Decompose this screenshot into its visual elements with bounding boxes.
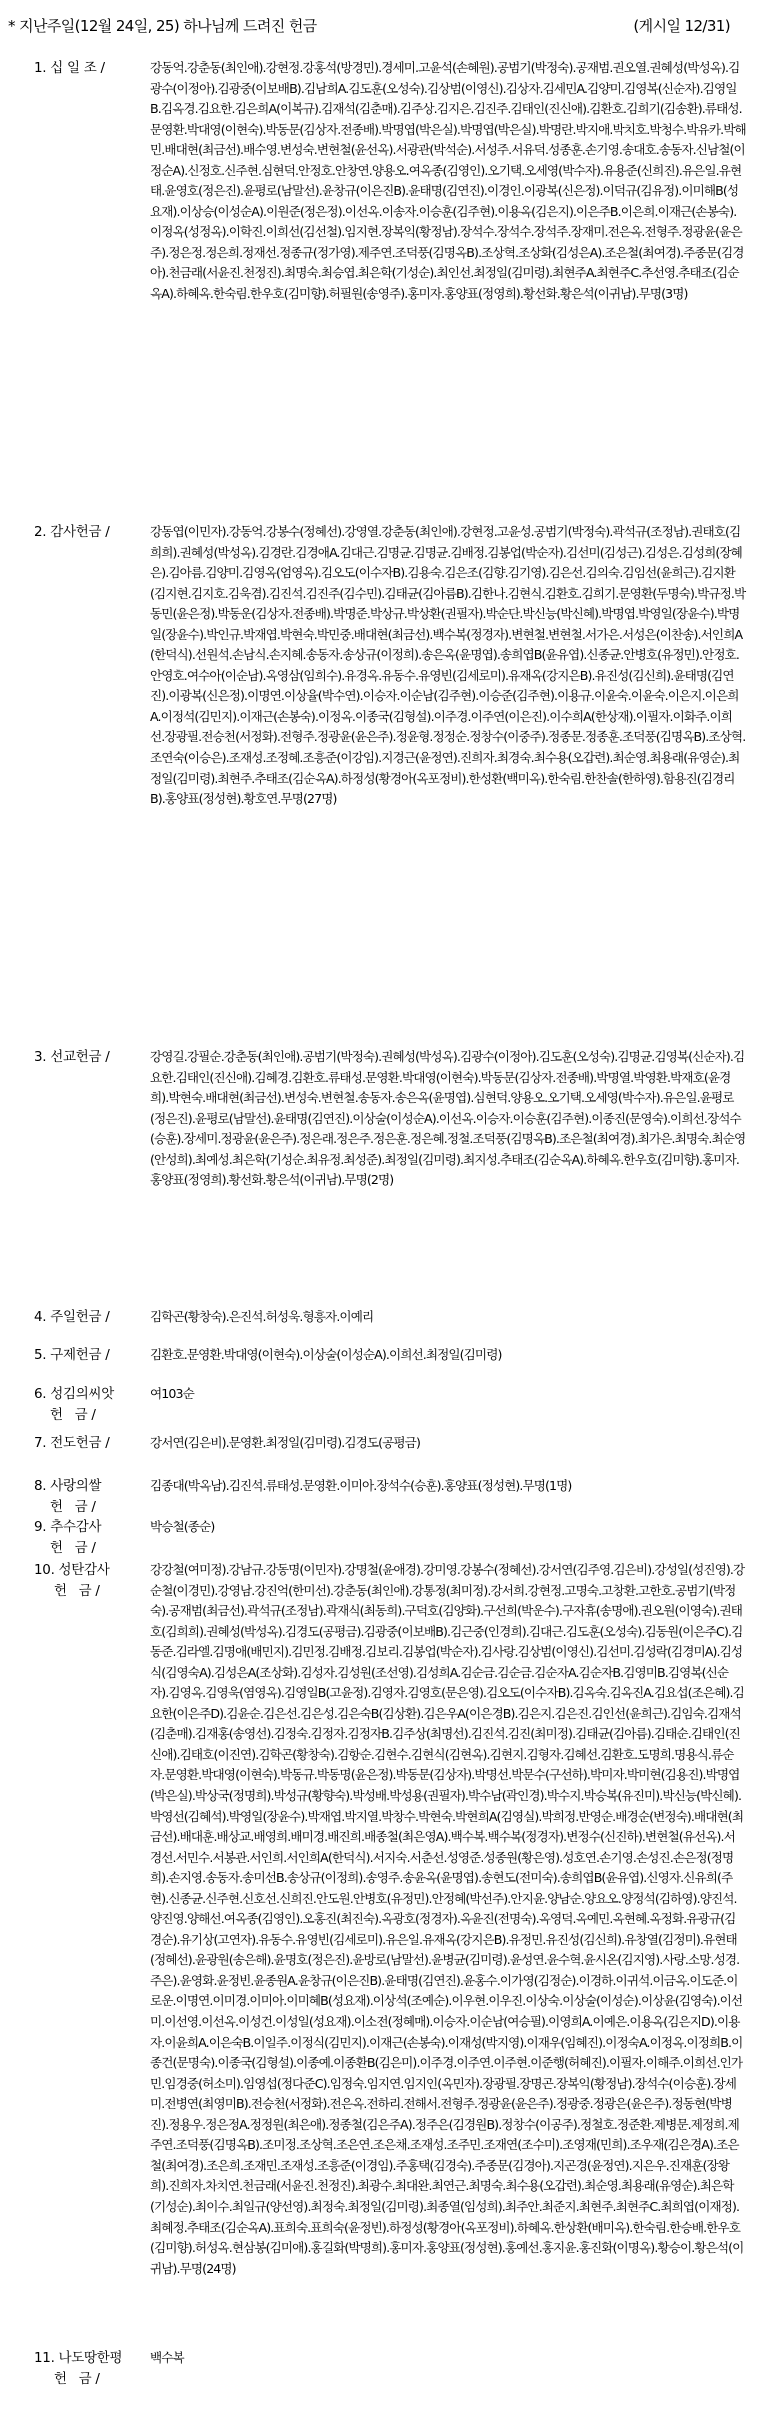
section-label: 2. 감사헌금 / (34, 524, 110, 540)
donor-list: 백수복 (150, 2350, 184, 2365)
section-label: 9. 추수감사 헌 금 / (34, 1519, 102, 1556)
section-label: 5. 구제헌금 / (34, 1347, 110, 1363)
donor-list: 강서연(김은비).문영환.최정일(김미령).김경도(공평금) (150, 1435, 420, 1450)
section-label: 1. 십 일 조 / (34, 60, 105, 76)
section-label: 8. 사랑의쌀 헌 금 / (34, 1478, 102, 1515)
section-label: 3. 선교헌금 / (34, 1049, 110, 1065)
donor-list: 김학곤(황창숙).은진석.허성욱.형흥자.이예리 (150, 1309, 374, 1324)
donor-list: 김종대(박옥남).김진석.류태성.문영환.이미아.장석수(승훈).홍양표(정성현).무명(1명) (150, 1478, 572, 1493)
section-label: 6. 성김의씨앗 헌 금 / (34, 1386, 114, 1423)
donor-list: 강강철(여미정).강남규.강동명(이민자).강명철(윤애경).강미영.강봉수(정혜선).강서연(김주영.김은비).강성일(성진영).강순철(이경민).강영남.강진억(한미선).강춘동(최인애).강통정(최미정).강서희.강현정.고명숙.고창환.고한호.공범기(박정숙).공재범(최금선).곽석규(조정남).곽재식(최동희).구덕호(김양화).구선희(박운수).구자휴(송명애).권오원(이영숙).권태호(김희희).권혜성(박성옥).김경도(공평금).김광중(이보배B).김근중(인경희).김대근.김도훈(오성숙).김동원(이은주C).김동준.김라엘.김명애(배민지).김민정.김배정.김보리.김봉업(박순자).김사랑.김상범(이영신).김선미.김성락(김경미A).김성식(김영숙A).김성은A(조상화).김성자.김성원(조선영).김성희A.김순금.김순금.김순자A.김순자B.김영미B.김영복(신순자).김영옥.김영욱(염영옥).김영일B(고윤정).김영자.김영호(문은영).김오도(이수자B).김옥숙.김옥진A.김요섭(조은혜).김요한(이은주D).김윤순.김은선.김은성.김은숙B(김상환).김은우A(이은경B).김은지.김은진.김인선(윤희근).김임숙.김재석(김춘매).김재홍(송영선).김정숙.김정자.김정자B.김주상(최명선).김진석.김진(최미정).김태균(김아름).김태순.김태인(진신애).김태호(이진연).김학곤(황창숙).김항순.김현수.김현식(김현옥).김현지.김형자.김혜선.김환호.도명희.명용식.류순자.문영환.박대영(이현숙).박동규.박동명(윤은정).박동문(김상자).박명선.박문수(구선하).박미자.박미현(김용진).박명엽(박은실).박상국(정명희).박성규(황향숙).박성배.박성용(권필자).박수남(곽인경).박수지.박승복(유진미).박신능(박신혜).박영선(김혜석).박영일(장윤수).박재엽.박지열.박창수.박현숙.박현희A(김영실).박희정.반영순.배경순(변정숙).배대현(최금선).배대훈.배상교.배영희.배미경.배진희.배종철(최은영A).백수복.백수복(정경자).변정수(신진하).변현철(유선옥).서경선.서민수.서봉관.서인희.서인희A(한덕식).서지숙.서춘선.성영준.성종원(황은영).성호연.손기영.손성진.손은정(정명희).손지영.송동자.송미선B.송상규(이정희).송영주.송윤옥(윤명엽).송현도(전미숙).송희엽B(윤유엽).신영자.신유희(주현).신종균.신주현.신호선.신희진.안도원.안병호(유정민).안정혜(박선주).안지윤.양남순.양요오.양정석(김하영).양진석.양진영.양해선.여옥종(김영인).오홍진(최진숙).옥광호(정경자).옥윤진(전명숙).옥영덕.옥예민.옥현혜.옥정화.유광규(김경순).유기상(고연자).유동수.유영빈(김세로미).유은일.유재옥(강지은B).유정민.유진성(김신희).유창열(김정미).유현태(정혜선).윤광원(송은해).윤명호(정은진).윤방로(남말선).윤병균(김미령).윤성연.윤수혁.윤시온(김지영).사랑.소망.성경.주은).윤영화.윤정빈.윤종원A.윤창규(이은진B).윤태명(김연진).윤홍수.이가영(김정순).이경하.이귀석.이금옥.이도준.이로운.이명연.이미경.이미아.이미혜B(성요재).이상석(조예순).이우현.이우진.이상숙.이상술(이성순).이상윤(김영숙).이선미.이선영.이선옥.이성건.이성일(성요재).이소전(정혜매).이승자.이순남(여승필).이영희A.이예은.이용옥(김은지D).이용자.이윤희A.이은숙B.이일주.이정식(김민지).이재근(손봉숙).이재성(박지영).이재우(임혜진).이정숙A.이정옥.이정희B.이종건(문명숙).이종국(김형설).이종예.이종환B(김은미).이주경.이주연.이주현.이준행(허혜진).이필자.이해주.이희선.인가민.임경중(허소미).임영섭(정다준C).임정숙.임지연.임지인(옥민자).장광필.장명곤.장복익(황정남).장석수(이승훈).장세미.전병연(최영미B).전승천(서정화).전은옥.전하리.전해서.전형주.정광윤(윤은주).정광중.정광은(윤은주).정동현(박병진).정용우.정은정A.정정원(최은애).정종철(김은주A).정주은(김경원B).정창수(이공주).정철호.정준환.제병문.제정희.제주연.조덕풍(김명옥B).조미정.조상혁.조은연.조은채.조재성.조주민.조재연(조수미).조영재(민희).조우재(김은경A).조은철(최여경).조은희.조재민.조재성.조흥준(이경임).주홍택(김경숙).주종문(김경아).지곤경(윤정연).지은우.진재훈(장왕희).진희자.차치연.천금래(서윤진.천정진).최광수.최대완.최연근.최명숙.최수용(오갑련).최순영.최용래(유영순).최은학(기성순).최이수.최일규(양선영).최정숙.최정일(김미령).최종열(임성희).최주안.최준지.최현주.최현주C.최희엽(이재정).최혜정.추태조(김순옥A).표희숙.표희숙(윤정빈).하정성(황경아(옥포정비).하혜옥.한상환(배미옥).한숙림.한승배.한우호(김미향).허성옥.현삼봉(김미애).홍길화(박명희).홍미자.홍양표(정성현).홍예선.홍지윤.홍진화(이명옥).황승이.황은석(이귀남).무명(24명) (150, 1562, 745, 2276)
donor-list: 강영길.강필순.강춘동(최인애).공범기(박정숙).권혜성(박성옥).김광수(이정아).김도훈(오성숙).김명균.김영복(신순자).김요한.김태인(진신애).김혜경.김환호.류태성.문영환.박대영(이현숙).박동문(김상자.전종배).박명열.박영환.박재호(윤경희).박현숙.배대현(최금선).변성숙.변현철.송동자.송은옥(윤명엽).심현덕.양용오.오기택.오세영(박수자).유은일.윤평로(정은진).윤평로(남말선).윤태명(김연진).이상술(이성순A).이선옥.이승자.이승훈(김주현).이종진(문영숙).이희선.장석수(승훈).장세미.정광윤(윤은주).정은래.정은주.정은훈.정은혜.정철.조덕풍(김명옥B).조은철(최여경).최가은.최명숙.최순영(안성희).최예성.최은학(기성순.최유정.최성준).최정일(김미령).최지성.추태조(김순옥A).하혜옥.한우호(김미향).홍미자.홍양표(정영희).황선화.황은석(이귀남).무명(2명) (150, 1049, 746, 1188)
section-label: 7. 전도헌금 / (34, 1435, 110, 1451)
posting-date: (게시일 12/31) (633, 17, 730, 35)
donor-list: 강동억.강춘동(최인애).강현정.강홍석(방경민).경세미.고윤석(손혜원).공범기(박정숙).공재범.권오열.권혜성(박성옥).김광수(이정아).김광중(이보배B).김남희A.김도훈(오성숙).김상범(이영신).김상자.김세민A.김양미.김영복(신순자).김영일B.김옥경.김요한.김은희A(이복규).김재석(김춘매).김주상.김지은.김진주.김태인(진신애).김환호.김희기(김송환).류태성.문영환.박대영(이현숙).박동문(김상자.전종배).박명엽(박은실).박명엽(박은실).박명란.박지애.박치호.박청수.박유카.박해민.배대현(최금선).배수영.변성숙.변현철(윤선옥).서광관(박석순).서성주.서유덕.성종훈.손기영.송대호.송동자.신남철(이정순A).신정호.신주현.심현덕.안정호.안창연.양용오.여옥종(김영인).오기택.오세영(박수자).유용준(신희진).유은일.유현태.윤영호(정은진).윤평로(남말선).윤창규(이은진B).윤태명(김연진).이경인.이광복(신은정).이덕규(김유정).이미해B(성요재).이상승(이성순A).이원준(정은정).이선옥.이송자.이승훈(김주현).이용옥(김은지).이은주B.이은희.이재근(손봉숙).이정옥(성정옥).이학진.이희선(김선철).임지현.장복익(황정남).장석수.장석수.장석주.장재미.전은옥.전형주.정광윤(윤은주).정은정.정은희.정재선.정종규(정가영).제주연.조덕풍(김명옥B).조상혁.조상화(김성은A).조은철(최여경).주종문(김경아).천금래(서윤진.천정진).최명숙.최승엽.최은학(기성순).최인선.최정일(김미령).최현주A.최현주C.추선영.추태조(김순옥A).하혜옥.한숙림.한우호(김미향).허필원(송영주).홍미자.홍양표(정영희).황선화.황은석(이귀남).무명(3명) (150, 60, 746, 302)
section-label: 4. 주일헌금 / (34, 1309, 110, 1325)
section-label: 10. 성탄감사 헌 금 / (34, 1562, 110, 1599)
page-title: * 지난주일(12월 24일, 25) 하나님께 드려진 헌금 (8, 17, 317, 35)
donor-list: 박승철(종순) (150, 1519, 215, 1534)
donor-list: 김환호.문영환.박대영(이현숙).이상술(이성순A).이희선.최정일(김미령) (150, 1347, 502, 1362)
header (8, 15, 752, 39)
section-label: 11. 나도땅한평 헌 금 / (34, 2350, 123, 2387)
donor-list: 여103순 (150, 1386, 194, 1401)
donor-list: 강동엽(이민자).강동억.강봉수(정혜선).강영열.강춘동(최인애).강현정.고윤성.공범기(박정숙).곽석규(조정남).권태호(김희희).권혜성(박성옥).김경란.김경애A.김대근.김명균.김명균.김배정.김봉업(박순자).김선미(김성근).김성은.김성희(장혜은).김아름.김양미.김영옥(엄영옥).김오도(이수자B).김용숙.김은조(김향.김기영).김은선.김의숙.김임선(윤희근).김지환(김지현.김지호.김욱겸).김진석.김진주(김수민).김태균(김아름B).김한나.김현식.김환호.김희기.문영환(두명숙).박규정.박동민(윤은정).박동운(김상자.전종배).박명준.박상규.박상환(권필자).박순단.박신능(박신혜).박명엽.박영일(장윤수).박명일(장윤수).박인규.박재엽.박현숙.박민중.배대현(최금선).백수복(정경자).변현철.변현철.서가은.서성은(이찬송).서인희A(한덕식).선원석.손남식.손지혜.송동자.송상규(이정희).송은옥(윤명엽).송희엽B(윤유엽).신종균.안병호(유정민).안정호.안영호.여수아(이순남).옥영삼(임희수).유경옥.유동수.유영빈(김세로미).유재옥(강지은B).유진성(김신희).윤태명(김연진).이광복(신은정).이명연.이상율(박수연).이승자.이순남(김주현).이승준(김주현).이용규.이윤숙.이윤숙.이은지.이은희A.이정석(김민지).이재근(손봉숙).이정옥.이종국(김형설).이주경.이주연(이은진).이수희A(한상재).이필자.이화주.이희선.장광필.전승천(서정화).전형주.정광윤(윤은주).정윤형.정정순.정창수(이중주).정종문.정종훈.조덕풍(김명옥B).조상혁.조연숙(이승은).조재성.조정혜.조흥준(이강임).지경근(윤정연).진희자.최경숙.최수용(오갑련).최순영.최용래(유영순).최정일(김미령).최현주.추태조(김순옥A).하정성(황경아(옥포정비).한성환(백미옥).한숙림.한찬솔(한하영).함용진(김경리B).홍양표(정성현).황호연.무명(27명) (150, 524, 746, 807)
